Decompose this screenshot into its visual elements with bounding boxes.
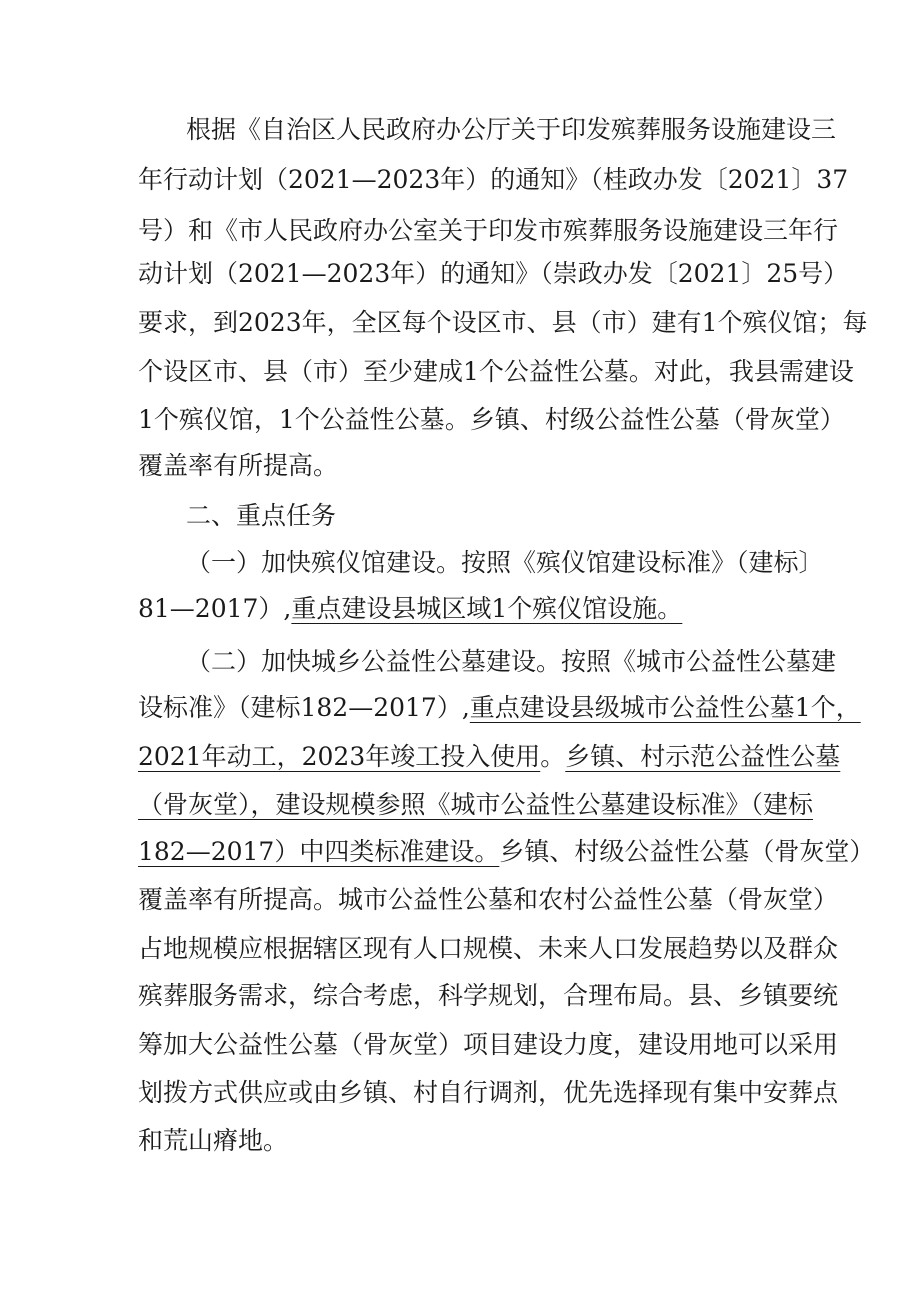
task2-line-11: 和荒山瘠地。 xyxy=(138,1126,289,1155)
task2-line-9: 筹加大公益性公墓（骨灰堂）项目建设力度，建设用地可以采用 xyxy=(138,1030,839,1059)
task2-line-7: 占地规模应根据辖区现有人口规模、未来人口发展趋势以及群众 xyxy=(138,934,839,963)
task2-line-10: 划拨方式供应或由乡镇、村自行调剂，优先选择现有集中安葬点 xyxy=(138,1078,839,1107)
para1-line-1: 根据《自治区人民政府办公厅关于印发殡葬服务设施建设三 xyxy=(186,115,837,144)
task2-line-6: 覆盖率有所提高。城市公益性公墓和农村公益性公墓（骨灰堂） xyxy=(138,885,839,914)
task2-underlined-demo: 乡镇、村示范公益性公墓 xyxy=(565,742,841,771)
task2-line-1: （二）加快城乡公益性公墓建设。按照《城市公益性公墓建 xyxy=(186,647,837,676)
task2-period: 。 xyxy=(540,742,566,771)
task1-underlined-text: 重点建设县城区域1个殡仪馆设施。 xyxy=(291,594,683,623)
para1-line-6: 个设区市、县（市）至少建成1个公益性公墓。对此，我县需建设 xyxy=(138,357,854,386)
para1-line-5: 要求，到2023年，全区每个设区市、县（市）建有1个殡仪馆；每 xyxy=(138,308,868,337)
para1-line-8: 覆盖率有所提高。 xyxy=(138,451,339,480)
para1-line-2: 年行动计划（2021—2023年）的通知》（桂政办发〔2021〕37 xyxy=(138,165,849,194)
para1-line-4: 动计划（2021—2023年）的通知》（崇政办发〔2021〕25号） xyxy=(138,259,849,288)
task2-line-5 xyxy=(138,832,875,872)
task2-text: 设标准》（建标182—2017）, xyxy=(138,693,470,722)
task1-line-2 xyxy=(138,589,818,629)
task2-text-coverage: 乡镇、村级公益性公墓（骨灰堂） xyxy=(499,837,875,866)
task2-underlined-schedule: 2021年动工，2023年竣工投入使用 xyxy=(138,742,541,771)
para1-line-7: 1个殡仪馆，1个公益性公墓。乡镇、村级公益性公墓（骨灰堂） xyxy=(138,405,845,434)
task2-line-4: （骨灰堂），建设规模参照《城市公益性公墓建设标准》（建标 xyxy=(138,790,814,819)
task2-underlined-standard: 182—2017）中四类标准建设。 xyxy=(138,837,500,866)
task1-text: 81—2017）, xyxy=(138,594,292,623)
section-heading: 二、重点任务 xyxy=(186,501,337,530)
task2-underlined-text: 重点建设县级城市公益性公墓1个， xyxy=(469,693,861,722)
task1-line-1: （一）加快殡仪馆建设。按照《殡仪馆建设标准》（建标〕 xyxy=(186,548,824,577)
para1-line-3: 号）和《市人民政府办公室关于印发市殡葬服务设施建设三年行 xyxy=(138,216,839,245)
task2-line-3 xyxy=(138,737,841,777)
task2-line-2 xyxy=(138,688,861,728)
task2-line-8: 殡葬服务需求，综合考虑，科学规划，合理布局。县、乡镇要统 xyxy=(138,981,839,1010)
